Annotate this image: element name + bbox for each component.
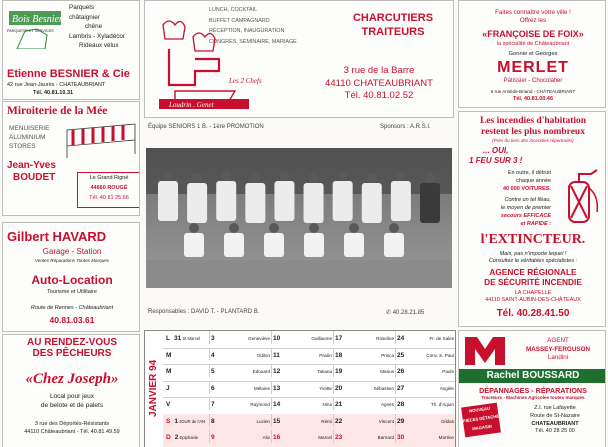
foix-name: «FRANÇOISE DE FOIX» xyxy=(482,29,584,39)
agence-tel: Tél. 40.28.41.50 xyxy=(496,308,570,319)
ad-besnier xyxy=(2,0,140,100)
day-number: 19 xyxy=(335,368,343,376)
team-photo xyxy=(146,148,452,288)
incendie-text xyxy=(465,170,551,229)
header-line: Faites connaître votre ville ! xyxy=(495,9,571,16)
ad-miroiterie xyxy=(2,101,140,216)
calendar xyxy=(144,330,456,447)
agent: AGENT xyxy=(547,337,569,344)
product: Lambris - Xyladécor xyxy=(69,32,125,40)
saint-name: Mélaine xyxy=(253,385,270,391)
product: châtaignier xyxy=(69,13,100,21)
calendar-row xyxy=(163,430,455,447)
street: 3 rue de la Barre xyxy=(343,65,415,76)
merlet-name: MERLET xyxy=(497,59,569,76)
weekday-letter: S xyxy=(166,417,171,425)
calendar-month: JANVIER 94 xyxy=(148,359,159,417)
calendar-day-cell xyxy=(395,397,456,410)
calendar-day-cell xyxy=(271,430,334,443)
calendar-day-cell xyxy=(271,414,334,427)
saint-name: Geneviève xyxy=(248,336,270,341)
service: MENUISERIE xyxy=(9,125,50,132)
product: chêne xyxy=(85,23,103,30)
saint-name: JOUR de l'AN xyxy=(177,418,206,424)
saint-name: Marcel xyxy=(318,435,332,441)
boussard-address xyxy=(505,405,605,436)
miroiterie-owner xyxy=(7,160,56,184)
service: RÉCEPTION, INAUGURATION xyxy=(209,28,285,34)
calendar-day-cell xyxy=(333,430,396,443)
day-number: 16 xyxy=(273,434,281,442)
weekday-letter: V xyxy=(166,401,171,409)
saint-name: St Marcel xyxy=(181,336,201,341)
tel: Tél. 40 81 25.66 xyxy=(89,195,129,201)
calendar-day-cell xyxy=(395,364,456,377)
day-number: 23 xyxy=(335,434,343,442)
calendar-day-cell xyxy=(333,381,396,394)
saint-name: Paulin xyxy=(319,352,332,358)
incendie-note: (Près du tiers des incendies répertoriés) xyxy=(492,138,574,143)
day-number: 15 xyxy=(273,417,281,425)
calendar-first-cell xyxy=(163,414,209,427)
miroiterie-lines xyxy=(9,124,49,151)
day-number: 4 xyxy=(211,351,215,359)
havard-line2: Ventes Réparations Toutes Marques xyxy=(34,258,110,263)
day-number: 24 xyxy=(397,335,405,342)
besnier-tag: PARQUETS ET SERVICES xyxy=(7,29,54,33)
calendar-row xyxy=(163,331,455,349)
calendar-day-cell xyxy=(271,397,334,410)
saint-name: Fr. de Sales xyxy=(429,336,454,341)
address-line: Route de St-Nazaire xyxy=(530,412,580,419)
oui: ... OUI, xyxy=(483,146,509,155)
saint-name: Epiphanie xyxy=(178,435,199,441)
address-line: CHATEAUBRIANT xyxy=(531,420,579,427)
calendar-day-cell xyxy=(395,414,456,427)
badge-line: PIÈCES DÉTACHÉES xyxy=(462,412,505,424)
desc-line: Local pour jeux xyxy=(49,393,95,400)
desc-line: de belote et de palets xyxy=(40,401,104,409)
traiteur-brand: Les 2 Chefs xyxy=(229,77,262,85)
merlet-address: 6 rue Aristide-Briand - CHÂTEAUBRIANT xyxy=(490,89,576,94)
day-number: 30 xyxy=(397,434,405,442)
product: Rideaux vélux xyxy=(79,42,119,49)
weekday-letter: M xyxy=(166,351,172,359)
saint-name: Nina xyxy=(322,402,332,408)
besnier-products xyxy=(69,3,140,51)
text-line: 40 000 VOITURES. xyxy=(503,185,551,192)
havard-tel: 40.81.03.61 xyxy=(49,315,95,325)
calendar-first-cell xyxy=(163,397,209,410)
agence-place xyxy=(459,290,606,304)
boussard-brands xyxy=(511,337,605,363)
calendar-day-cell xyxy=(209,331,272,344)
joseph-tel: 44110 Châteaubriant - Tél. 40.81.49.59 xyxy=(24,429,120,435)
header-line: AU RENDEZ-VOUS xyxy=(26,337,117,348)
ad-havard xyxy=(2,222,140,332)
place: Le Grand Rigné xyxy=(89,175,129,181)
day-number: 25 xyxy=(397,351,405,359)
extinguisher-icon xyxy=(555,168,603,226)
calendar-first-cell xyxy=(163,331,209,344)
saint-name: Alix xyxy=(262,435,270,441)
saint-name: Rémi xyxy=(321,418,332,424)
badge-line: NOUVEAU xyxy=(468,405,491,414)
joseph-desc xyxy=(3,393,140,410)
day-number: 22 xyxy=(335,417,343,425)
day-number: 29 xyxy=(397,417,405,425)
middle-column xyxy=(142,0,456,447)
calendar-row xyxy=(163,414,455,432)
product: Parquets xyxy=(69,4,95,11)
day-number: 2 xyxy=(174,434,179,442)
joseph-address: 3 rue des Déportés-Résistants xyxy=(34,421,110,427)
title-line: CHARCUTIERS xyxy=(352,12,434,24)
agence-line: AGENCE RÉGIONALE xyxy=(489,267,577,277)
team-responsables: Responsables : DAVID T. - PLANTARD B. xyxy=(148,309,260,315)
fire-stat: 1 FEU SUR 3 ! xyxy=(469,156,523,165)
saint-name: Angèle xyxy=(439,385,454,391)
calendar-grid xyxy=(163,331,455,447)
ad-merlet xyxy=(458,0,606,108)
calendar-row xyxy=(163,397,455,415)
service: ALUMINIUM xyxy=(9,134,46,141)
day-number: 8 xyxy=(211,417,215,425)
calendar-day-cell xyxy=(333,348,396,361)
saint-name: Gildas xyxy=(440,418,454,424)
calendar-day-cell xyxy=(333,331,396,344)
calendar-first-cell xyxy=(163,430,209,443)
besnier-address: 42 rue Jean-Jaurès - CHATEAUBRIANT xyxy=(7,82,106,88)
saint-name: Vincent xyxy=(378,418,394,424)
calendar-day-cell xyxy=(271,381,334,394)
day-number: 18 xyxy=(335,351,343,359)
besnier-tel: Tél. 40.81.10.31 xyxy=(33,90,74,96)
saint-name: Agnès xyxy=(380,402,394,408)
text-line: secours EFFICACE xyxy=(500,212,551,219)
address-line: Tél. 40 28 25 00 xyxy=(535,428,575,435)
agence-line: DE SÉCURITÉ INCENDIE xyxy=(484,277,582,287)
havard-line1: Garage - Station xyxy=(42,247,102,256)
calendar-day-cell xyxy=(209,430,272,443)
calendar-day-cell xyxy=(333,414,396,427)
team-resp-tel: ✆ 40.28.21.85 xyxy=(386,310,425,316)
owners-text: Loudrin . Genet xyxy=(169,101,214,109)
merlet-job: Pâtissier - Chocolatier xyxy=(503,78,563,84)
joseph-name: «Chez Joseph» xyxy=(25,371,119,387)
bois-besnier-logo xyxy=(7,5,65,49)
calendar-day-cell xyxy=(271,364,334,377)
day-number: 9 xyxy=(211,434,215,442)
text-line: Contre un tel fléau, xyxy=(504,197,551,204)
calendar-day-cell xyxy=(209,414,272,427)
address-line: Z.I. rue Lafayette xyxy=(534,405,576,411)
saint-name: Sébastien xyxy=(373,385,394,391)
boussard-sub: Tracteurs - Machines Agricoles toutes marques xyxy=(481,395,585,400)
calendar-day-cell xyxy=(209,397,272,410)
owner-last: BOUDET xyxy=(13,172,56,183)
left-ads-column xyxy=(0,0,142,447)
saint-name: Roseline xyxy=(376,336,394,341)
day-number: 7 xyxy=(211,401,215,409)
calendar-first-cell xyxy=(163,364,209,377)
brand: MASSEY-FERGUSON xyxy=(525,345,591,353)
owner-first: Jean-Yves xyxy=(7,160,56,171)
day-number: 12 xyxy=(273,368,281,376)
saint-name: Conv. S. Paul xyxy=(426,352,454,358)
weekday-letter: M xyxy=(166,368,172,376)
saint-name: Prisca xyxy=(381,352,394,358)
weekday-letter: J xyxy=(166,384,170,392)
foix-header xyxy=(459,9,606,25)
calendar-row xyxy=(163,348,455,366)
calendar-day-cell xyxy=(209,364,272,377)
merlet-tel: Tél. 40.81.00.46 xyxy=(512,96,554,102)
havard-address: Route de Rennes - Châteaubriant xyxy=(30,305,114,311)
day-number: 31 xyxy=(173,335,182,342)
incendie-cons: Consultez le véritables spécialistes : xyxy=(488,258,578,264)
traiteur-address xyxy=(305,65,453,103)
havard-autosub: Tourisme et Utilitaire xyxy=(47,289,97,295)
badge-line: MAGASIN xyxy=(471,423,493,432)
day-number: 20 xyxy=(335,384,343,392)
calendar-day-cell xyxy=(209,348,272,361)
brand2: Landini xyxy=(547,354,569,361)
merlet-owners: Gonnie et Georges xyxy=(508,51,558,57)
incendie-stat xyxy=(469,146,522,166)
traiteur-title xyxy=(335,11,451,39)
title-line: TRAITEURS xyxy=(361,26,425,38)
header-line: Offrez les xyxy=(519,17,547,24)
day-number: 13 xyxy=(273,384,281,392)
calendar-day-cell xyxy=(395,430,456,443)
awning-illustration xyxy=(65,122,139,160)
day-number: 6 xyxy=(211,384,215,392)
agence xyxy=(459,267,606,287)
saint-name: Raymond xyxy=(250,402,270,408)
calendar-day-cell xyxy=(271,331,334,344)
calendar-day-cell xyxy=(395,331,456,344)
saint-name: Barnard xyxy=(377,435,394,441)
service: LUNCH, COCKTAIL xyxy=(209,7,258,13)
calendar-day-cell xyxy=(271,348,334,361)
day-number: 1 xyxy=(174,417,178,425)
day-number: 5 xyxy=(211,368,215,376)
saint-name: Martine xyxy=(438,435,454,441)
saint-name: Yvette xyxy=(319,385,332,391)
service: STORES xyxy=(9,143,36,150)
day-number: 28 xyxy=(397,401,405,409)
place-line: 44110 SAINT-AUBIN-DES-CHÂTEAUX xyxy=(485,297,581,303)
extincteur-title: l'EXTINCTEUR. xyxy=(480,232,586,247)
incendie-header xyxy=(459,116,606,137)
team-label: Équipe SENIORS 1 B. - 1ère PROMOTION xyxy=(148,124,264,130)
calendar-row xyxy=(163,381,455,399)
calendar-day-cell xyxy=(333,364,396,377)
ad-boussard xyxy=(458,330,606,447)
boussard-serv: DÉPANNAGES - RÉPARATIONS xyxy=(479,386,587,395)
ad-chez-joseph xyxy=(2,334,140,447)
calendar-day-cell xyxy=(395,381,456,394)
header-line: Les incendies d'habitation xyxy=(479,116,587,126)
calendar-day-cell xyxy=(209,381,272,394)
tel: Tél. 40.81.02.52 xyxy=(344,90,414,101)
miroiterie-title: Miroiterie de la Mée xyxy=(7,105,108,117)
place-line: LA CHAPELLE xyxy=(514,290,552,296)
header-line: DES PÊCHEURS xyxy=(32,348,112,359)
boussard-name: Rachel BOUSSARD xyxy=(459,369,606,383)
city: 44660 ROUGÉ xyxy=(90,185,128,191)
team-photo-illustration xyxy=(146,148,452,288)
right-ads-column xyxy=(456,0,608,447)
day-number: 21 xyxy=(335,401,343,409)
day-number: 14 xyxy=(273,401,281,409)
massey-ferguson-logo xyxy=(463,335,507,367)
saint-name: Odilon xyxy=(256,352,270,358)
saint-name: Marius xyxy=(380,369,394,375)
text-line: chaque année xyxy=(516,177,551,184)
logo-text: Bois Besnier xyxy=(12,14,63,25)
calendar-day-cell xyxy=(395,348,456,361)
ad-incendie xyxy=(458,111,606,327)
miroiterie-address-box xyxy=(77,172,140,208)
text-line: le moyen de premier xyxy=(500,205,551,212)
header-line: restent les plus nombreux xyxy=(481,126,585,137)
incendie-maj: Mais, pas n'importe lequel ! xyxy=(499,251,567,257)
service: CONGRÈS, SÉMINAIRE, MARIAGE xyxy=(209,38,297,45)
havard-auto: Auto-Location xyxy=(31,273,113,287)
chefs-logo xyxy=(149,15,255,111)
day-number: 26 xyxy=(397,368,405,376)
day-number: 3 xyxy=(211,335,215,342)
calendar-row xyxy=(163,364,455,382)
nouveau-badge xyxy=(461,403,505,438)
day-number: 10 xyxy=(273,335,281,342)
ad-traiteur xyxy=(144,0,454,118)
text-line: En outre, il détruit xyxy=(507,170,551,176)
saint-name: Guillaume xyxy=(311,336,332,341)
besnier-name: Etienne BESNIER & Cie xyxy=(7,68,130,80)
weekday-letter: D xyxy=(166,434,171,442)
service: BUFFET CAMPAGNARD xyxy=(209,17,270,24)
calendar-day-cell xyxy=(333,397,396,410)
city: 44110 CHATEAUBRIANT xyxy=(325,77,433,89)
saint-name: Paule xyxy=(442,369,454,375)
joseph-header xyxy=(3,337,140,359)
weekday-letter: L xyxy=(166,335,170,342)
saint-name: Edouard xyxy=(252,369,270,375)
calendar-first-cell xyxy=(163,348,209,361)
day-number: 27 xyxy=(397,384,405,392)
saint-name: Lucien xyxy=(256,418,270,424)
saint-name: Th. d'Aquin xyxy=(430,402,454,408)
text-line: et RAPIDE : xyxy=(520,220,551,227)
day-number: 17 xyxy=(335,335,343,342)
calendar-first-cell xyxy=(163,381,209,394)
foix-sub: la spécialité de Châteaubriant xyxy=(496,41,570,47)
havard-name: Gilbert HAVARD xyxy=(7,229,107,244)
team-sponsor: Sponsors : A.R.S.I. xyxy=(380,124,431,130)
saint-name: Tatiana xyxy=(317,369,332,375)
day-number: 11 xyxy=(273,351,280,359)
